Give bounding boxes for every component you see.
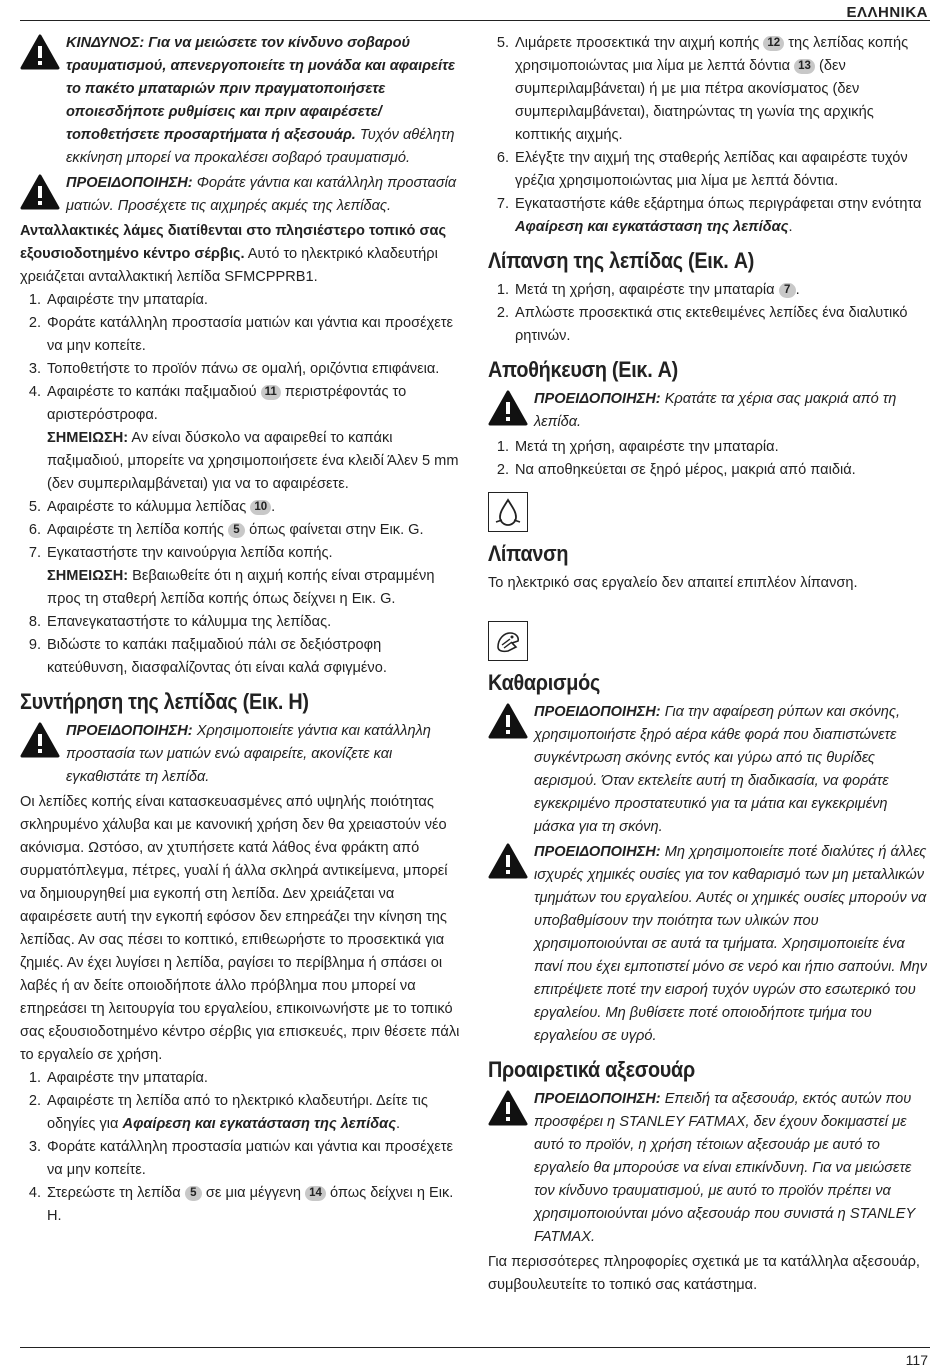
note-text: Βεβαιωθείτε ότι η αιχμή κοπής είναι στραμμένη προς τη σταθερή λεπίδα κοπής όπως δείχνει η Εικ. G. [47, 568, 435, 607]
list-item [20, 611, 462, 634]
warning-text: Μη χρησιμοποιείτε ποτέ διαλύτες ή άλλες ισχυρές χημικές ουσίες για τον καθαρισμό των μη μεταλλικών τμημάτων του εργαλείου. Αυτές οι χημικές ουσίες μπορούν να υποβαθμίσουν την ποιότητα των υλικών που χρησιμοποιούνται σε αυτά τα τμήματα. Χρησιμοποιείτε ένα πανί που έχει εμποτιστεί μόνο σε νερό και ήπιο σαπούνι. Μην επιτρέψετε ποτέ την εισροή τυχόν υγρών στο εσωτερικό του εργαλείου. Μη βυθίσετε ποτέ οποιοδήποτε τμήμα του εργαλείου σε υγρό. [534, 844, 928, 1044]
step-text-pre: Εγκαταστήστε κάθε εξάρτημα όπως περιγράφεται στην ενότητα [515, 196, 922, 212]
list-item [20, 1067, 462, 1090]
sharpening-steps [488, 32, 928, 239]
list-item [488, 32, 928, 147]
replacement-steps [20, 289, 462, 680]
warning-lead: ΠΡΟΕΙΔΟΠΟΙΗΣΗ: [66, 175, 193, 191]
danger-bold-text: Για να μειώσετε τον κίνδυνο σοβαρού τραυματισμού, απενεργοποιείτε τη μονάδα και αφαιρείτε το πακέτο μπαταριών πριν πραγματοποιήσετε οποιεσδήποτε ρυθμίσεις και πριν αφαιρέσετε/ τοποθετήσετε προσαρτήματα ή αξεσουάρ. [66, 35, 455, 143]
step-text-pre: Αφαιρέστε τη λεπίδα από το ηλεκτρικό κλαδευτήρι. Δείτε τις οδηγίες για [47, 1093, 428, 1132]
warning-notice-gloves [20, 172, 462, 218]
warning-triangle-icon [488, 701, 534, 839]
step-number: 7. [28, 545, 41, 561]
lubrication-text: Το ηλεκτρικό σας εργαλείο δεν απαιτεί επιπλέον λίπανση. [488, 575, 858, 591]
header-divider [20, 20, 930, 21]
step-text: Φοράτε κατάλληλη προστασία ματιών και γάντια και προσέχετε να μην κοπείτε. [47, 315, 454, 354]
note-lead: ΣΗΜΕΙΩΣΗ: [47, 430, 129, 446]
list-item [20, 358, 462, 381]
step-text: Βιδώστε το καπάκι παξιμαδιού πάλι σε δεξιόστροφη κατεύθυνση, διασφαλίζοντας ότι είναι καλά σφιγμένο. [47, 637, 387, 676]
step-number: 3. [28, 361, 41, 377]
step-text: Επανεγκαταστήστε το κάλυμμα της λεπίδας. [47, 614, 332, 630]
section-title-cleaning: Καθαρισμός [488, 670, 600, 695]
warning-lead: ΠΡΟΕΙΔΟΠΟΙΗΣΗ: [534, 844, 661, 860]
step-number: 4. [28, 384, 41, 400]
warning-text: Φοράτε γάντια και κατάλληλη προστασία ματιών. Προσέχετε τις αιχμηρές ακμές της λεπίδας. [66, 175, 457, 214]
part-number-badge: 11 [261, 385, 281, 400]
part-number-badge: 14 [305, 1186, 326, 1201]
warning-notice-cleaning-air [488, 701, 928, 839]
list-item [20, 542, 462, 611]
part-number-badge: 7 [779, 283, 796, 298]
step-text [515, 193, 928, 239]
step-number: 1. [28, 292, 41, 308]
warning-triangle-icon [20, 720, 66, 789]
list-item [20, 519, 462, 542]
warning-notice-cleaning-solvents [488, 841, 928, 1048]
intro-bold: Ανταλλακτικές λάμες διατίθενται στο πλησιέστερο τοπικό σας εξουσιοδοτημένο κέντρο σέρβις. [20, 223, 447, 262]
lubrication-steps [488, 279, 928, 348]
language-label: ΕΛΛΗΝΙΚΑ [846, 4, 928, 21]
step-text-pre: Αφαιρέστε το κάλυμμα λεπίδας [47, 499, 247, 515]
part-number-badge: 12 [763, 36, 784, 51]
accessories-text: Για περισσότερες πληροφορίες σχετικά με τα κατάλληλα αξεσουάρ, συμβουλευτείτε το τοπικό σας κατάστημα. [488, 1254, 920, 1293]
list-item [20, 312, 462, 358]
step-number: 6. [28, 522, 41, 538]
step-number: 6. [496, 150, 509, 166]
lubrication-drop-icon [488, 492, 528, 532]
step-text-pre: Μετά τη χρήση, αφαιρέστε την μπαταρία [515, 282, 775, 298]
maintenance-paragraph: Οι λεπίδες κοπής είναι κατασκευασμένες από υψηλής ποιότητας σκληρυμένο χάλυβα και με κανονική χρήση δεν θα χρειαστούν νέο ακόνισμα. Ωστόσο, αν χτυπήσετε κατά λάθος ένα φράκτη από συρματόπλεγμα, πέτρες, γυαλί ή άλλα σκληρά αντικείμενα, μπορεί να δημιουργηθεί μια εγκοπή στη λεπίδα. Δεν χρειάζεται να αφαιρέσετε αυτή την εγκοπή εφόσον δεν επηρεάζει την κίνηση της λεπίδας. Αν σας πέσει το κοπτικό, επιθεωρήστε το προσεκτικά για ζημιές. Αν έχει λυγίσει η λεπίδα, ραγίσει το περίβλημα ή σπάσει οι λαβές ή αν δείτε οποιοδήποτε άλλο πρόβλημα που μπορεί να επηρεάσει τη λειτουργία του εργαλείου, επικοινωνήστε με το τοπικό σας εξουσιοδοτημένο κέντρο σέρβις για επισκευές, πριν θέσετε πάλι το εργαλείο σε χρήση. [20, 794, 460, 1063]
step-text: Μετά τη χρήση, αφαιρέστε την μπαταρία. [515, 439, 779, 455]
step-text-post: . [788, 219, 793, 235]
list-item [488, 302, 928, 348]
warning-triangle-icon [20, 32, 66, 170]
danger-notice [20, 32, 462, 170]
warning-lead: ΠΡΟΕΙΔΟΠΟΙΗΣΗ: [534, 704, 661, 720]
footer-divider [20, 1347, 930, 1348]
step-text-post: περιστρέφοντάς το αριστερόστροφα. [47, 384, 407, 423]
section-title-accessories: Προαιρετικά αξεσουάρ [488, 1057, 695, 1082]
step-text-pre: Αφαιρέστε το καπάκι παξιμαδιού [47, 384, 257, 400]
step-text: Να αποθηκεύεται σε ξηρό μέρος, μακριά από παιδιά. [515, 462, 856, 478]
replacement-intro [20, 220, 462, 289]
step-number: 5. [28, 499, 41, 515]
step-text-post: όπως φαίνεται στην Εικ. G. [249, 522, 424, 538]
step-text: Αφαιρέστε την μπαταρία. [47, 292, 208, 308]
step-text: Αφαιρέστε την μπαταρία. [47, 1070, 208, 1086]
step-text [47, 1182, 462, 1228]
note-text: Αν είναι δύσκολο να αφαιρεθεί το καπάκι παξιμαδιού, μπορείτε να χρησιμοποιήσετε ένα κλειδί Άλεν 5 mm (δεν συμπεριλαμβάνεται) για να το αφαιρέσετε. [47, 430, 459, 492]
step-number: 2. [28, 1093, 41, 1109]
cleaning-hand-icon [488, 621, 528, 661]
step-text-pre: Στερεώστε τη λεπίδα [47, 1185, 181, 1201]
list-item [20, 1136, 462, 1182]
step-text [515, 32, 928, 147]
step-text-post: όπως δείχνει η Εικ. H. [47, 1185, 454, 1224]
step-number: 1. [28, 1070, 41, 1086]
list-item [20, 1090, 462, 1136]
step-text [515, 279, 928, 302]
maintenance-steps [20, 1067, 462, 1228]
step-text [47, 1090, 462, 1136]
section-title-blade-maintenance: Συντήρηση της λεπίδας (Εικ. H) [20, 689, 309, 714]
step-text-pre: Λιμάρετε προσεκτικά την αιχμή κοπής [515, 35, 760, 51]
step-text: Φοράτε κατάλληλη προστασία ματιών και γάντια και προσέχετε να μην κοπείτε. [47, 1139, 454, 1178]
list-item [20, 496, 462, 519]
list-item [488, 193, 928, 239]
section-reference: Αφαίρεση και εγκατάσταση της λεπίδας [122, 1116, 396, 1132]
step-text: Απλώστε προσεκτικά στις εκτεθειμένες λεπίδες ένα διαλυτικό ρητινών. [515, 305, 908, 344]
warning-lead: ΠΡΟΕΙΔΟΠΟΙΗΣΗ: [534, 391, 661, 407]
warning-text: Χρησιμοποιείτε γάντια και κατάλληλη προστασία των ματιών ενώ αφαιρείτε, ακονίζετε και εγκαθιστάτε τη λεπίδα. [66, 723, 431, 785]
step-number: 2. [496, 305, 509, 321]
step-text: Τοποθετήστε το προϊόν πάνω σε ομαλή, οριζόντια επιφάνεια. [47, 361, 440, 377]
warning-notice-accessories [488, 1088, 928, 1249]
step-text-mid: της λεπίδας κοπής χρησιμοποιώντας μια λίμα με λεπτά δόντια [515, 35, 909, 74]
warning-notice-maintenance [20, 720, 462, 789]
warning-text: Για την αφαίρεση ρύπων και σκόνης, χρησιμοποιήστε ξηρό αέρα κάθε φορά που διαπιστώνετε συγκέντρωση σκόνης εντός και γύρω από τις θυρίδες αερισμού. Όταν εκτελείτε αυτή τη διαδικασία, να φοράτε εγκεκριμένο προστατευτικό για τα μάτια και εγκεκριμένη μάσκα για τη σκόνη. [534, 704, 901, 835]
part-number-badge: 5 [185, 1186, 202, 1201]
step-text-post: . [395, 1116, 401, 1132]
step-number: 2. [28, 315, 41, 331]
list-item [488, 279, 928, 302]
part-number-badge: 13 [794, 59, 815, 74]
list-item [20, 1182, 462, 1228]
warning-triangle-icon [20, 172, 66, 218]
intro-text: Αυτό το ηλεκτρικό κλαδευτήρι χρειάζεται ανταλλακτική λεπίδα SFMCPPRB1. [20, 246, 438, 285]
warning-text: Κρατάτε τα χέρια σας μακριά από τη λεπίδα. [534, 391, 897, 430]
step-text [47, 496, 462, 519]
step-number: 2. [496, 462, 509, 478]
step-number: 3. [28, 1139, 41, 1155]
warning-triangle-icon [488, 1088, 534, 1249]
list-item [20, 634, 462, 680]
step-text-mid: σε μια μέγγενη [205, 1185, 302, 1201]
step-text-post: (δεν συμπεριλαμβάνεται) ή με μια πέτρα ακονίσματος (δεν συμπεριλαμβάνεται), διατηρώντας τη γωνία της αρχικής κοπτικής αιχμής. [515, 58, 874, 143]
step-text [47, 542, 462, 611]
step-number: 4. [28, 1185, 41, 1201]
step-text [47, 381, 462, 496]
step-text: Ελέγξτε την αιχμή της σταθερής λεπίδας και αφαιρέστε τυχόν γρέζια χρησιμοποιώντας μια λίμα με λεπτά δόντια. [515, 150, 908, 189]
danger-lead: ΚΙΝΔΥΝΟΣ: [66, 35, 145, 51]
step-number: 1. [496, 282, 509, 298]
warning-triangle-icon [488, 388, 534, 434]
step-number: 1. [496, 439, 509, 455]
right-column [488, 32, 928, 1297]
danger-text: Τυχόν αθέλητη εκκίνηση μπορεί να προκαλέσει σοβαρό τραυματισμό. [66, 127, 455, 166]
page-number: 117 [905, 1352, 928, 1368]
list-item [20, 289, 462, 312]
warning-text: Επειδή τα αξεσουάρ, εκτός αυτών που προσφέρει η STANLEY FATMAX, δεν έχουν δοκιμαστεί με αυτό το προϊόν, η χρήση τέτοιων αξεσουάρ με αυτό το εργαλείο θα μπορούσε να είναι επικίνδυνη. Για να μειώσετε τον κίνδυνο τραυματισμού, με αυτό το προϊόν πρέπει να χρησιμοποιούνται μόνο αξεσουάρ που συνιστά η STANLEY FATMAX. [534, 1091, 915, 1245]
step-number: 8. [28, 614, 41, 630]
step-number: 5. [496, 35, 509, 51]
step-text [47, 519, 462, 542]
step-text-pre: Αφαιρέστε τη λεπίδα κοπής [47, 522, 224, 538]
step-number: 7. [496, 196, 509, 212]
section-reference: Αφαίρεση και εγκατάσταση της λεπίδας [515, 219, 789, 235]
list-item [488, 459, 928, 482]
section-title-blade-lubrication: Λίπανση της λεπίδας (Εικ. A) [488, 248, 755, 273]
part-number-badge: 10 [250, 500, 271, 515]
warning-triangle-icon [488, 841, 534, 1048]
warning-lead: ΠΡΟΕΙΔΟΠΟΙΗΣΗ: [534, 1091, 661, 1107]
section-title-lubrication: Λίπανση [488, 541, 569, 566]
warning-notice-storage [488, 388, 928, 434]
step-text-main: Εγκαταστήστε την καινούργια λεπίδα κοπής. [47, 545, 333, 561]
list-item [20, 381, 462, 496]
list-item [488, 147, 928, 193]
step-number: 9. [28, 637, 41, 653]
note-lead: ΣΗΜΕΙΩΣΗ: [47, 568, 129, 584]
left-column [20, 32, 462, 1228]
storage-steps [488, 436, 928, 482]
part-number-badge: 5 [228, 523, 245, 538]
warning-lead: ΠΡΟΕΙΔΟΠΟΙΗΣΗ: [66, 723, 193, 739]
list-item [488, 436, 928, 459]
step-text-post: . [271, 499, 276, 515]
step-text-post: . [795, 282, 800, 298]
section-title-storage: Αποθήκευση (Εικ. A) [488, 357, 679, 382]
